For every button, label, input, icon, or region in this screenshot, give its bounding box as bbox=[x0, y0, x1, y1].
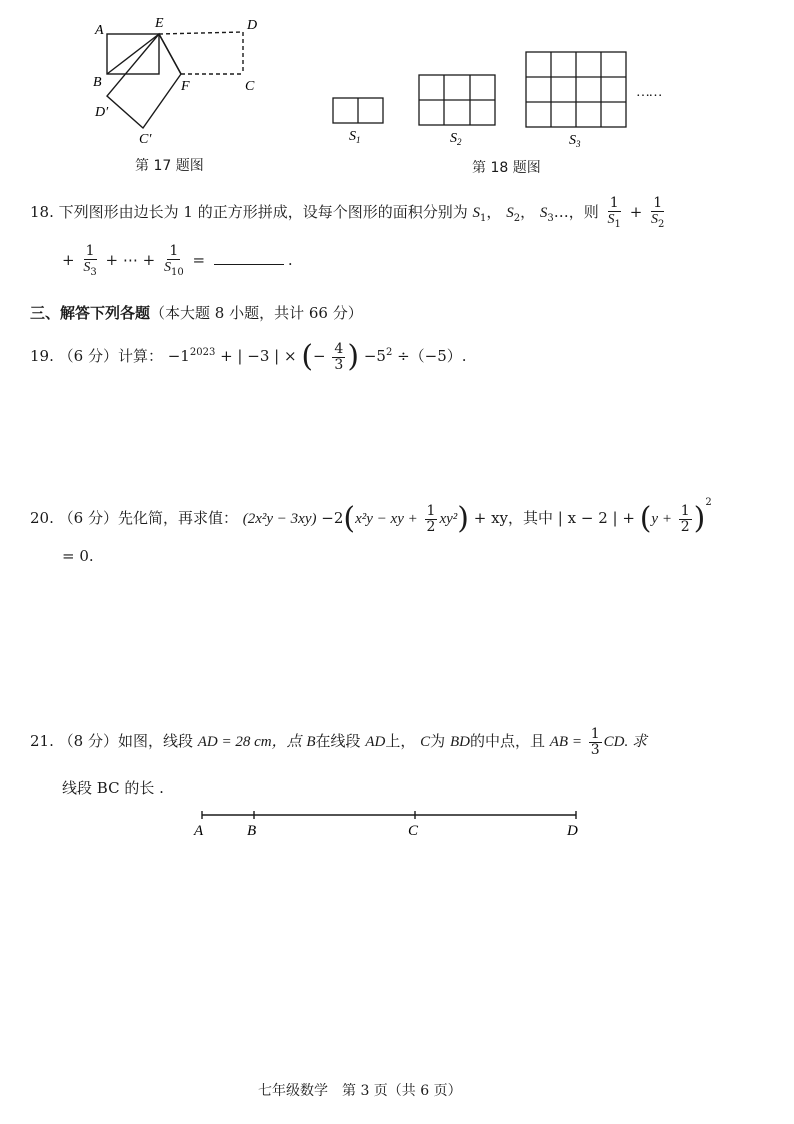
question-18-line1: 18. 下列图形由边长为 1 的正方形拼成，设每个图形的面积分别为 $S_1$， $S_2$， $S_3\dots$，则 $\frac{1}{S_1}$ + $\frac{1}{S_2}$ bbox=[30, 195, 665, 230]
question-text: 下列图形由边长为 1 的正方形拼成，设每个图形的面积分别为 bbox=[58, 202, 468, 221]
figure-18 bbox=[325, 40, 715, 155]
segment-figure bbox=[190, 805, 590, 845]
figure-17 bbox=[85, 10, 275, 150]
label-A: A bbox=[95, 23, 104, 38]
question-number: 18. bbox=[30, 202, 54, 221]
point-A: A bbox=[194, 823, 204, 839]
question-number: 21. bbox=[30, 732, 54, 751]
point-D: D bbox=[567, 823, 578, 839]
question-19: 19. （6 分）计算： $-1^{2023}$ + | −3 | × (− $\frac{4}{3}$ ) $-5^2 \div(-5)$. bbox=[30, 339, 467, 375]
point-B: B bbox=[247, 823, 257, 839]
label-s2: $S_2$ bbox=[450, 131, 462, 147]
question-21-line2: 线段 BC 的长 . bbox=[62, 779, 164, 797]
label-D: D bbox=[247, 18, 258, 33]
label-F: F bbox=[181, 79, 190, 94]
label-E: E bbox=[155, 16, 164, 31]
grid-s3 bbox=[526, 52, 626, 127]
label-C: C bbox=[245, 79, 255, 94]
section-note: （本大题 8 小题，共计 66 分） bbox=[150, 304, 363, 322]
section-title: 三、解答下列各题 bbox=[30, 304, 151, 322]
fraction-1-2: $\frac{1}{2}$ bbox=[426, 502, 436, 535]
page-footer: 七年级数学 第 3 页（共 6 页） bbox=[258, 1083, 462, 1099]
question-number: 19. bbox=[30, 347, 54, 366]
question-18-line2: + $\frac{1}{S_3}$ + ⋯ + $\frac{1}{S_{10}}$ = . bbox=[62, 243, 293, 278]
label-B: B bbox=[93, 75, 102, 90]
point-C: C bbox=[408, 823, 419, 839]
figure-18-caption: 第 18 题图 bbox=[472, 160, 541, 176]
question-21-line1: 21. （8 分）如图，线段 AD = 28 cm，点 B在线段 AD上， C为 BD的中点，且 AB = $\frac{1}{3}$ CD. 求 bbox=[30, 726, 647, 758]
section-3-header bbox=[30, 302, 363, 323]
grid-s1 bbox=[333, 98, 383, 123]
question-20-line2: = 0. bbox=[62, 547, 94, 565]
answer-blank[interactable] bbox=[214, 250, 284, 265]
label-D-prime: D′ bbox=[95, 105, 109, 120]
fraction-1-s10: $\frac{1}{S_{10}}$ bbox=[163, 243, 184, 278]
label-s1: $S_1$ bbox=[349, 129, 361, 145]
folded-part bbox=[107, 34, 181, 128]
fraction-4-3: $\frac{4}{3}$ bbox=[334, 341, 344, 373]
fraction-1-2b: $\frac{1}{2}$ bbox=[680, 502, 690, 535]
label-s3: $S_3$ bbox=[569, 133, 581, 149]
question-number: 20. bbox=[30, 509, 54, 527]
ellipsis: …… bbox=[637, 85, 662, 100]
fraction-1-s1: $\frac{1}{S_1}$ bbox=[607, 195, 621, 230]
question-20-line1: 20. （6 分）先化简，再求值： (2x²y − 3xy) −2(x²y − xy + $\frac{1}{2}$ xy²) + xy，其中 | x − 2 | + (y + $\frac{1}{2}$ )$^2$ bbox=[30, 497, 712, 536]
fraction-1-3: $\frac{1}{3}$ bbox=[590, 726, 600, 758]
fraction-1-s2: $\frac{1}{S_2}$ bbox=[651, 195, 665, 230]
grid-s2 bbox=[419, 75, 495, 125]
figure-17-caption: 第 17 题图 bbox=[135, 158, 204, 174]
label-C-prime: C′ bbox=[139, 132, 152, 147]
fraction-1-s3: $\frac{1}{S_3}$ bbox=[83, 243, 97, 278]
